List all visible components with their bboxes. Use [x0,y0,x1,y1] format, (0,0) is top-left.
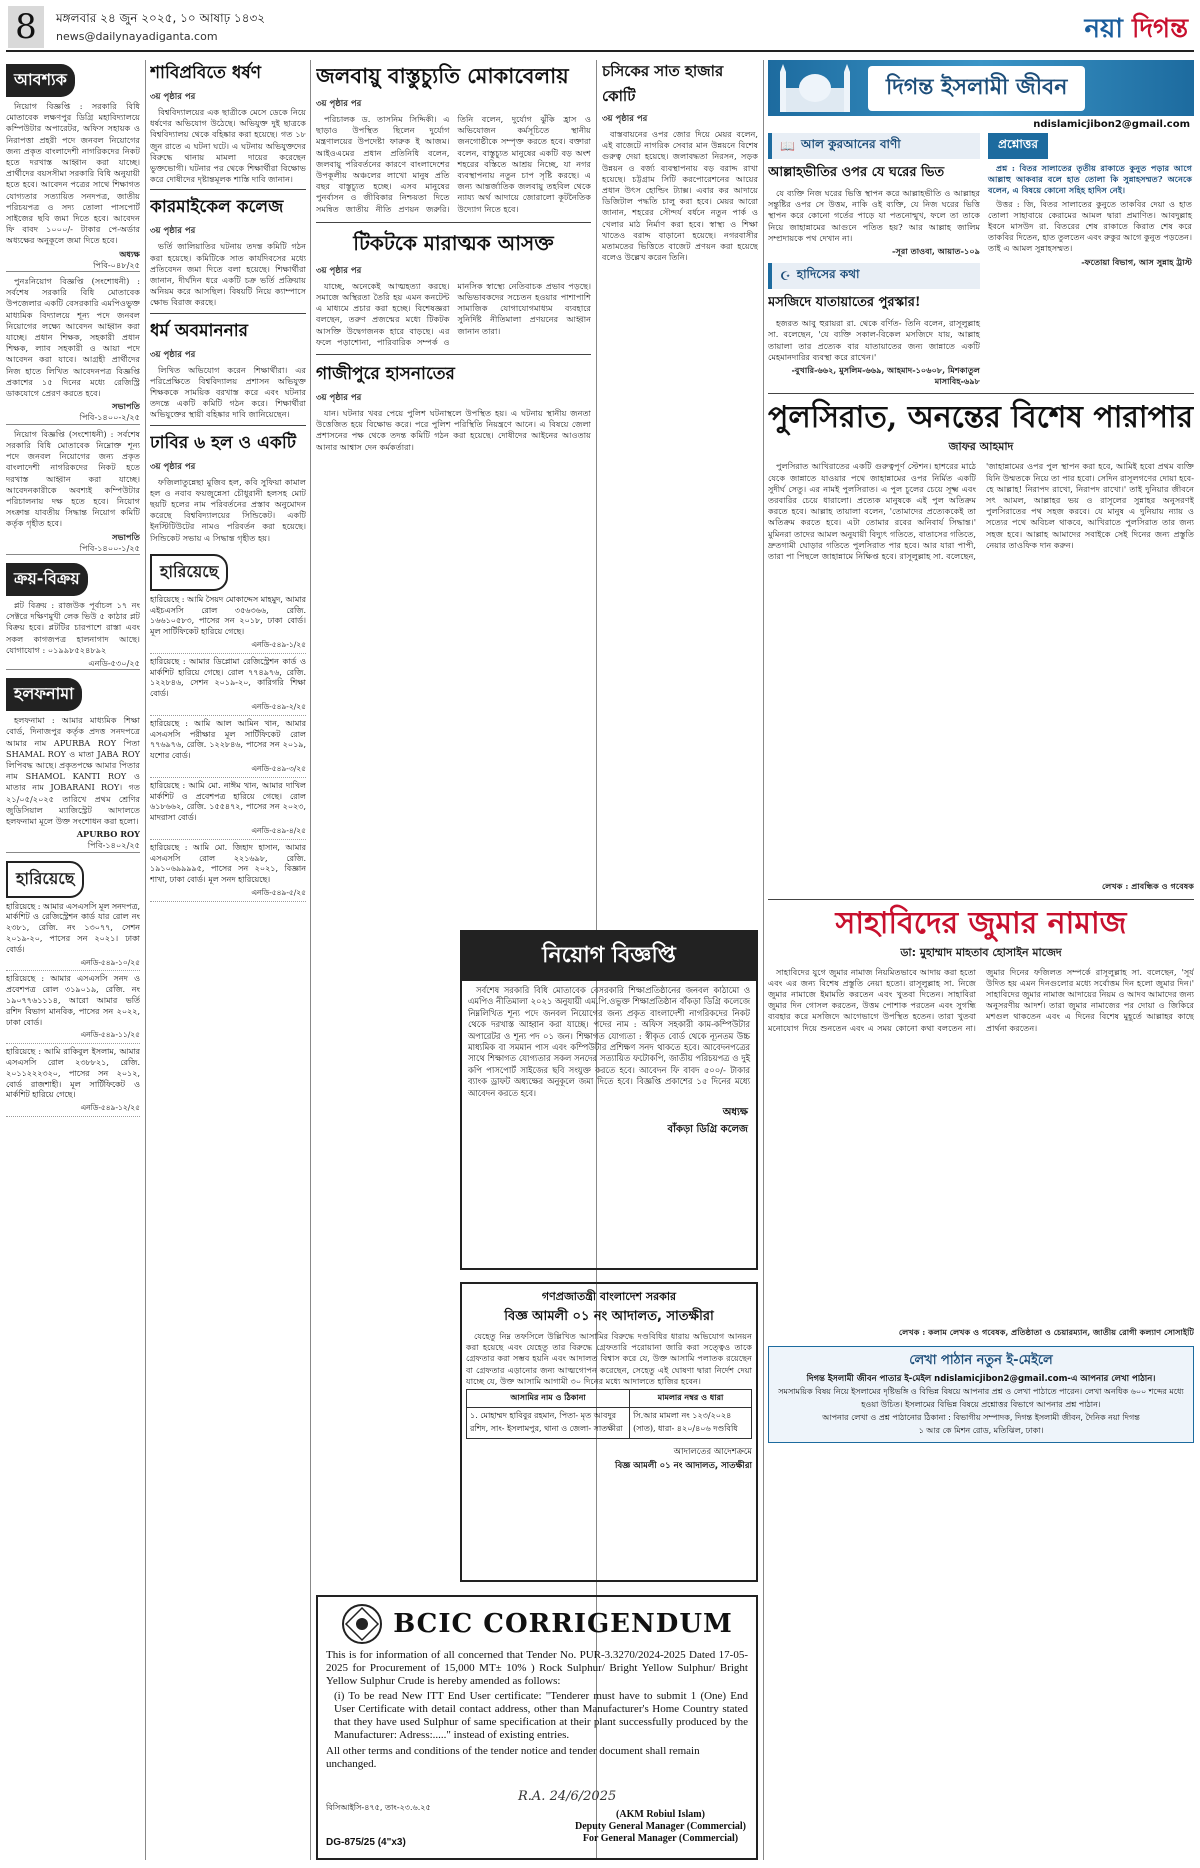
submission-footer [768,1346,1194,1443]
buysell-heading: ক্রয়-বিক্রয় [6,563,88,596]
bcic-signature: R.A. 24/6/2025 [518,1789,617,1804]
story-body: ফজিলাতুন্নেছা মুজিব হল, কবি সুফিয়া কামাল হল ও নবাব ফয়জুন্নেসা চৌধুরানী হলসহ মোট ছয়টি হলের নাম পরিবর্তনের প্রস্তাব অনুমোদন করেছে বিশ্ববিদ্যালয়ের সিন্ডিকেট। একটি ইনস্টিটিউটের নামও পরিবর্তন করা হয়েছে। সিন্ডিকেট সভায় এ সিদ্ধান্ত গৃহীত হয়। [150,476,306,543]
court-table [466,1389,752,1439]
table-cell: ১. মোহাম্মদ হাবিবুর রহমান, পিতা- মৃত আবদুর রশিদ, সাং- ইসলামপুর, থানা ও জেলা- সাতক্ষীরা [467,1408,630,1439]
mosque-icon [776,64,854,112]
masthead [6,4,1194,52]
lost-heading: হারিয়েছে [150,554,228,591]
ad-2-sign: সভাপতি [112,401,140,412]
buysell-code: এনডি-৫৩০/২৫ [6,658,140,670]
qna-tag: প্রশ্নোত্তর [988,133,1048,159]
lost-item: হারিয়েছে : আমি রাকিবুল ইসলাম, আমার এসএসসি রোল ২৩৮৮২১, রেজি. ২০১১২২২৩২০, পাসের সন ২০১২, বোর্ড রাজশাহী। মূল সার্টিফিকেট ও মার্কশিট হারিয়ে গেছে। [6,1047,140,1100]
lost-item-code: এনডি-৫৪৯-১১/২৫ [6,1030,140,1044]
ad-notice-3: নিয়োগ বিজ্ঞপ্তি (সংশোধনী) : সর্বশেষ সরকারি বিধি মোতাবেক নিম্নোক্ত শূন্য পদে জনবল নিয়োগের জন্য প্রকৃত বাংলাদেশী নাগরিকদের নিকট হতে দরখাস্ত আহ্বান করা যাচ্ছে। আবেদনকারীকে অবশ্যই কম্পিউটার পরিচালনায় দক্ষ হতে হবে। নিয়োগ সংক্রান্ত যাবতীয় সিদ্ধান্ত নিয়োগ কমিটি কর্তৃক গৃহীত হবে। [6,428,140,529]
ad-2-code: পিবি-১৪০০-২/২৫ [6,412,140,424]
divider [316,222,591,223]
lost-item-code: এনডি-৫৪৯-১/২৫ [150,640,306,654]
hadith-body: হজরত আবু হুরায়রা রা. থেকে বর্ণিত- তিনি বলেন, রাসূলুল্লাহ সা. বলেছেন, 'যে ব্যক্তি সকাল-বিকেল মসজিদে যায়, আল্লাহ তায়ালা তার প্রত্যেক বার যাতায়াতের জন্য জান্নাতে একটি মেহমানদারির ব্যবস্থা করে রাখেন।' [768,318,980,362]
islamic-title: দিগন্ত ইসলামী জীবন [868,66,1085,111]
column-divider [763,60,764,1860]
news-column-4 [602,60,758,760]
qna-answer: উত্তর : জি, বিতর সালাতের কুনুতে তাকবির দেয়া ও হাত তোলা সাহাবায়ে কেরামের আমল দ্বারা প্রমাণিত। আবদুল্লাহ ইবনে মাসউদ রা. বিতরের শেষ রাকাতে কিরাত শেষ করে তাকবির দিতেন, হাত তুলতেন এবং রুকুর আগে কুনুত পড়তেন। তাই এ আমল সুন্নাহসম্মত। [988,198,1192,254]
story-title: চসিকের সাত হাজার কোটি [602,62,724,105]
lost-item: হারিয়েছে : আমি আল আমিন খান, আমার এসএসসি পরীক্ষার মূল সার্টিফিকেট রোল ৭৭৬৯৭৬, রেজি. ১২২৮৪৬, পাসের সন ২০১৯, যশোর বোর্ড। [150,718,306,761]
table-header: মামলার নম্বর ও ধারা [630,1390,752,1408]
continued-label: ৩য় পৃষ্ঠার পর [150,92,196,102]
ad-notice-1: নিয়োগ বিজ্ঞপ্তি : সরকারি বিধি মোতাবেক লক্ষণপুর ডিগ্রি মহাবিদ্যালয়ে কম্পিউটার অপারেটর, অফিস সহায়ক ও নিরাপত্তা প্রহরী পদে জনবল নিয়োগের জন্য প্রকৃত বাংলাদেশী নাগরিকদের নিকট হতে দরখাস্ত আহ্বান করা যাচ্ছে। প্রার্থীদের বয়সসীমা সরকারি বিধি অনুযায়ী হতে হবে। আবেদন পত্রের সাথে শিক্ষাগত যোগ্যতার সত্যায়িত সনদপত্র, জাতীয় পরিচয়পত্র ও সদ্য তোলা পাসপোর্ট সাইজের ছবি জমা দিতে হবে। আবেদন ফি বাবদ ১০০০/- টাকার পে-অর্ডার অধ্যক্ষের অনুকূলে জমা দিতে হবে। [6,101,140,246]
story-body: ভর্তি জালিয়াতির ঘটনায় তদন্ত কমিটি গঠন করা হয়েছে। কমিটিকে সাত কার্যদিবসের মধ্যে প্রতিবেদন জমা দিতে বলা হয়েছে। শিক্ষার্থীরা জানান, দীর্ঘদিন ধরে একটি চক্র ভর্তি প্রক্রিয়ায় অনিয়ম করে আসছিল। বিষয়টি নিয়ে ক্যাম্পাসে ক্ষোভ বিরাজ করছে। [150,241,306,308]
story-body: লিখিত অভিযোগ করেন শিক্ষার্থীরা। এর পরিপ্রেক্ষিতে বিশ্ববিদ্যালয় প্রশাসন অভিযুক্ত শিক্ষককে সাময়িক বরখাস্ত করে এবং ঘটনার তদন্তে একটি কমিটি গঠন করে। শিক্ষার্থীরা অভিযুক্তের স্থায়ী বহিষ্কার দাবি জানিয়েছেন। [150,364,306,420]
feature-2-author: লেখক : কলাম লেখক ও গবেষক, প্রতিষ্ঠাতা ও চেয়ারম্যান, জাতীয় রোগী কল্যাণ সোসাইটি [898,1326,1194,1337]
ad-1-code: পিবি-০৪৮/২৫ [6,260,140,272]
divider [150,189,306,190]
ad-1-sign: অধ্যক্ষ [119,248,140,259]
notice-title: নিয়োগ বিজ্ঞপ্তি [462,932,756,981]
crescent-icon: ☪ [780,269,791,284]
lost-item-code: এনডি-৫৪৯-১০/২৫ [6,958,140,972]
islamic-email: ndislamicjibon2@gmail.com [1033,119,1190,130]
court-sign: আদালতের আদেশক্রমে [673,1447,752,1458]
lost-item: হারিয়েছে : আমি মো. নাঈম খান, আমার দাখিল মার্কশিট ও প্রবেশপত্র হারিয়ে গেছে। রোল ৬১৮৬৬২, রেজি. ১৫৫৪৭২, পাসের সন ২০২৩, মাদরাসা বোর্ড। [150,780,306,823]
quran-title: আল্লাহভীতির ওপর যে ঘরের ভিত [768,165,945,180]
islamic-banner [768,60,1194,116]
lost-item: হারিয়েছে : আমার ডিপ্লোমা রেজিস্ট্রেশন কার্ড ও মার্কশিট হারিয়ে গেছে। রোল ৭৭৪৯৭৬, রেজি. ১২২৮৪৬, সেশন ২০১৯-২০, কারিগরি শিক্ষা বোর্ড। [150,656,306,699]
story-title: কারমাইকেল কলেজ [150,197,284,218]
bcic-footer: All other terms and conditions of the tender notice and tender document shall remain unchanged. [326,1745,700,1770]
court-head-2: বিজ্ঞ আমলী ০১ নং আদালত, সাতক্ষীরা [504,1309,714,1324]
continued-label: ৩য় পৃষ্ঠার পর [150,226,196,237]
story-body: যাচ্ছে, অনেকেই আত্মহত্যা করছে। সমাজে অস্থিরতা তৈরি হয় এমন কনটেন্ট এ মাধ্যমে প্রচার করা হচ্ছে। বিশেষজ্ঞরা বলছেন, তরুণ প্রজন্মের মধ্যে টিকটক আসক্তি উদ্বেগজনক হারে বাড়ছে। এর ফলে পড়াশোনা, পারিবারিক সম্পর্ক ও মানসিক স্বাস্থ্যে নেতিবাচক প্রভাব পড়ছে। অভিভাবকদের সচেতন হওয়ার পাশাপাশি সামাজিক যোগাযোগমাধ্যম ব্যবহারে সুনির্দিষ্ট নীতিমালা প্রণয়নের আহ্বান জানান তারা। [316,280,591,347]
feature-2-title: সাহাবিদের জুমার নামাজ [835,905,1127,941]
lost-item-code: এনডি-৫৪৯-২/২৫ [150,702,306,716]
ad-notice-2: পুনঃনিয়োগ বিজ্ঞপ্তি (সংশোধনী) : সর্বশেষ সরকারি বিধি মোতাবেক উপজেলার একটি বেসরকারি এমপিওভুক্ত মাধ্যমিক বিদ্যালয়ে শূন্য পদে জনবল নিয়োগের লক্ষ্যে আবেদন আহ্বান করা যাচ্ছে। প্রধান শিক্ষক, সহকারী প্রধান শিক্ষক, ল্যাব সহকারী ও আয়া পদে আবেদন করা যাবে। আগ্রহী প্রার্থীদের নিজ হাতে লিখিত আবেদনপত্র বিজ্ঞপ্তি প্রকাশের ১৫ দিনের মধ্যে রেজিস্ট্রি ডাকযোগে প্রেরণ করতে হবে। [6,276,140,399]
lost-item-code: এনডি-৫৪৯-১২/২৫ [6,1103,140,1117]
footer-line: আপনার লেখা ও প্রশ্ন পাঠানোর ঠিকানা : বিভাগীয় সম্পাদক, দিগন্ত ইসলামী জীবন, দৈনিক নয়া দিগন্ত [822,1412,1140,1422]
feature-1-author: লেখক : প্রাবন্ধিক ও গবেষক [1101,881,1194,892]
bcic-title: BCIC CORRIGENDUM [393,1609,733,1639]
story-title: গাজীপুরে হাসনাতের [316,364,455,385]
lost-list [150,595,306,902]
affidavit-ad: হলফনামা : আমার মাধ্যমিক শিক্ষা বোর্ড, দিনাজপুর কর্তৃক প্রদত্ত সনদপত্রে আমার নাম APURBA ROY পিতা SHAMAL ROY ও মাতা JABA ROY লিপিবদ্ধ আছে। প্রকৃতপক্ষে আমার পিতার নাম SHAMOL KANTI ROY ও মাতার নাম JOBARANI ROY। গত ২১/০৫/২০২৫ তারিখে প্রথম শ্রেণির জুডিসিয়াল ম্যাজিস্ট্রেট আদালতে হলফনামা মূলে উক্ত সংশোধন করা হলো। [6,715,140,826]
bcic-body: This is for information of all concerned that Tender No. PUR-3.3270/2024-2025 Dated 17-05-2025 for Procurement of 15,000 MT± 10% ) Rock Sulphur/ Bright Yellow Sulphur/ Bright Yellow Sulphur Crude is hereby amended as follows: [326,1649,748,1687]
footer-line: ১ আর কে মিশন রোড, মতিঝিল, ঢাকা। [918,1425,1044,1435]
court-sign-2: বিজ্ঞ আমলী ০১ নং আদালত, সাতক্ষীরা [615,1461,752,1472]
court-notice [460,1282,758,1582]
story-title: ধর্ম অবমাননার [150,320,249,341]
court-body: যেহেতু নিম্ন তফসিলে উল্লিখিত আসামির বিরুদ্ধে দণ্ডবিধির ধারায় অভিযোগ আনয়ন করা হয়েছে এবং যেহেতু তার বিরুদ্ধে গ্রেফতারি পরোয়ানা জারি করা সত্ত্বেও তাকে গ্রেফতার করা সম্ভব হয়নি এবং আদালত বিশ্বাস করে যে, উক্ত আসামি পলাতক রয়েছেন বা গ্রেফতার এড়ানোর জন্য আত্মগোপন করেছেন, সেহেতু এই ঘোষণা দ্বারা নির্দেশ দেয়া যাচ্ছে যে, উক্ত আসামি আগামী ৩০ দিনের মধ্যে আদালতে হাজির হবেন। [466,1331,752,1386]
ad-3-code: পিবি-১৪০০-১/২৫ [6,543,140,555]
court-head-1: গণপ্রজাতন্ত্রী বাংলাদেশ সরকার [541,1290,677,1303]
continued-label: ৩য় পৃষ্ঠার পর [316,99,362,109]
issue-date: মঙ্গলবার ২৪ জুন ২০২৫, ১০ আষাঢ় ১৪৩২ [56,11,266,25]
lost-item-code: এনডি-৫৪৯-৫/২৫ [150,888,306,902]
qna-block [988,133,1192,387]
bcic-logo-icon [341,1603,383,1645]
quran-ref: -সূরা তাওবা, আয়াত-১০৯ [892,246,980,257]
qna-question: প্রশ্ন : বিতর সালাতের তৃতীয় রাকাতে কুনুত পড়ার আগে আল্লাহু আকবার বলে হাত তোলা কি সুন্নাহসম্মত? অনেকে বলেন, এ বিষয়ে কোনো সহিহ হাদিস নেই। [988,163,1192,196]
table-cell: সি.আর মামলা নং ১২৩/২০২৪ (সাত), ধারা- ৪২০/৪০৬ দণ্ডবিধি [630,1408,752,1439]
bcic-signatory: (AKM Robiul Islam) Deputy General Manager (Commercial) For General Manager (Commercial) [575,1809,746,1844]
story-title: শাবিপ্রবিতে ধর্ষণ [150,63,262,83]
islamic-section [768,60,1194,1860]
quran-tag: 📖 আল কুরআনের বাণী [768,133,980,159]
continued-label: ৩য় পৃষ্ঠার পর [316,265,362,276]
lost-item: হারিয়েছে : আমি মো. জিহাদ হাসান, আমার এসএসসি রোল ২২১৬৯৮, রেজি. ১৯১০৬৯৯৯৯৫, পাসের সন ২০২১, বিজ্ঞান শাখা, ঢাকা বোর্ড। মূল সনদ হারিয়েছে। [150,842,306,885]
hadith-ref: -বুখারি-৬৬২, মুসলিম-৬৬৯, আহমাদ-১০৬০৮, মিশকাতুল মাসাবিহ-৬৯৮ [791,365,980,387]
story-body: পরিচালক ড. তাসনিম সিদ্দিকী। এ ছাড়াও উপস্থিত ছিলেন দুর্যোগ মন্ত্রণালয়ের উপদেষ্টা ফারুক ই আজম। আইওএমের প্রধান প্রতিনিধি বলেন, জলবায়ু পরিবর্তনের কারণে বাংলাদেশের উপকূলীয় অঞ্চলের লাখো মানুষ প্রতি বছর বাস্তুচ্যুত হচ্ছে। এসব মানুষের পুনর্বাসন ও জীবিকার নিশ্চয়তা দিতে সমন্বিত জাতীয় নীতি প্রণয়ন জরুরি। তিনি বলেন, দুর্যোগ ঝুঁকি হ্রাস ও অভিযোজন কর্মসূচিতে স্থানীয় জনগোষ্ঠীকে সম্পৃক্ত করতে হবে। বক্তারা বলেন, বাস্তুচ্যুত মানুষের একটি বড় অংশ শহরের বস্তিতে আশ্রয় নিচ্ছে, যা নগর ব্যবস্থাপনায় নতুন চাপ সৃষ্টি করছে। এ জন্য আন্তর্জাতিক জলবায়ু তহবিল থেকে ন্যায্য অর্থ আদায়ে জোরালো কূটনৈতিক উদ্যোগ নিতে হবে। [316,114,591,214]
feature-2-byline: ডা: মুহাম্মাদ মাহতাব হোসাইন মাজেদ [900,945,1062,959]
affidavit-sign: APURBO ROY [76,829,140,840]
recruitment-notice [460,930,758,1270]
bcic-code: বিসিআইসি-৪৭৫, তাং-২৩.৬.২৫ [326,1803,431,1812]
feature-1-byline: জাফর আহমাদ [948,440,1014,454]
story-title: ঢাবির ৬ হল ও একটি [150,432,297,453]
lost-heading: হারিয়েছে [6,861,84,898]
story-body: বিশ্ববিদ্যালয়ের এক ছাত্রীকে মেসে ডেকে নিয়ে ধর্ষণের অভিযোগ উঠেছে। অভিযুক্ত দুই ছাত্রকে বিশ্ববিদ্যালয় থেকে বহিষ্কার করা হয়েছে। গত ১৮ জুন রাতে এ ঘটনা ঘটে। এ ঘটনায় অভিযুক্তদের বিরুদ্ধে থানায় মামলা দায়ের করেছেন ভুক্তভোগী। ঘটনার পর থেকে শিক্ষার্থীরা বিক্ষোভ করে দোষীদের দৃষ্টান্তমূলক শাস্তি দাবি জানান। [150,107,306,185]
lost-item-code: এনডি-৫৪৯-৪/২৫ [150,826,306,840]
newspaper-logo: নয়া দিগন্ত [1084,14,1188,44]
footer-line: দিগন্ত ইসলামী জীবন পাতার ই-মেইল ndislamicjibon2@gmail.com-এ আপনার লেখা পাঠান। [806,1373,1156,1384]
lost-item: হারিয়েছে : আমার এসএসসি সনদ ও প্রবেশপত্র রোল ৩১৯০১৯, রেজি. নং ১৯০৭৭৬১১১৪, আরো আমার ভর্তি রশিদ বিভাগ মানবিক, পাসের সন ২০২২, ঢাকা বোর্ড। [6,974,140,1027]
feature-2-body: সাহাবিদের যুগে জুমার নামাজ নিয়মিতভাবে আদায় করা হতো এবং এর জন্য বিশেষ প্রস্তুতি নেয়া হতো। রাসূলুল্লাহ সা. নিজে জুমার নামাজে ইমামতি করতেন এবং খুতবা দিতেন। সাহাবিরা জুমার দিন গোসল করতেন, উত্তম পোশাক পরতেন এবং সুগন্ধি ব্যবহার করে মসজিদে আগেভাগে উপস্থিত হতেন। তারা খুতবা মনোযোগ দিয়ে শুনতেন এবং এ সময় কোনো কথা বলতেন না। জুমার দিনের ফজিলত সম্পর্কে রাসূলুল্লাহ সা. বলেছেন, 'সূর্য উদিত হয় এমন দিনগুলোর মধ্যে সর্বোত্তম দিন হলো জুমার দিন।' সাহাবিদের জুমার নামাজ আদায়ের নিয়ম ও আদব আমাদের জন্য অনুসরণীয় আদর্শ। তারা জুমার নামাজের পর দোয়া ও জিকিরে মশগুল থাকতেন এবং এ দিনের বিশেষ মুহূর্তে আল্লাহর কাছে প্রার্থনা করতেন। [768,966,1194,1033]
divider [150,313,306,314]
feature-1-body: পুলসিরাত আখিরাতের একটি গুরুত্বপূর্ণ স্টেশন। হাশরের মাঠে যেকে জান্নাতে যাওয়ার পথে জাহান্নামের ওপর নির্মিত একটি সুদীর্ঘ সেতু। এর নামই পুলসিরাত। এ পুল চুলের চেয়ে সূক্ষ্ম এবং তরবারির চেয়ে ধারালো। প্রত্যেক মানুষকে এই পুল অতিক্রম করতে হবে। আল্লাহ তায়ালা বলেন, 'তোমাদের প্রত্যেককেই তা অতিক্রম করতে হবে। এটা তোমার রবের অনিবার্য সিদ্ধান্ত।' মুমিনরা তাদের আমল অনুযায়ী বিদ্যুৎ গতিতে, বাতাসের গতিতে, দ্রুতগামী ঘোড়ার গতিতে পুলসিরাত পার হবে। আর যারা পাপী, তারা পা পিছলে জাহান্নামে নিক্ষিপ্ত হবে। রাসূলুল্লাহ সা. বলেছেন, 'জাহান্নামের ওপর পুল স্থাপন করা হবে, আমিই হবো প্রথম ব্যক্তি যিনি উম্মতকে নিয়ে তা পার হবো। সেদিন রাসূলগণের দোয়া হবে- হে আল্লাহ! নিরাপদ রাখো, নিরাপদ রাখো।' তাই দুনিয়ার জীবনে সৎ আমল, আল্লাহর ভয় ও রাসূলের সুন্নাহর অনুসরণই পুলসিরাতের পথ সহজ করবে। যে মানুষ এ দুনিয়ায় ন্যায় ও সত্যের পথে অবিচল থাকবে, আখিরাতে পুলসিরাত তার জন্য সহজ হবে। আল্লাহ আমাদের সবাইকে সেই দিনের জন্য প্রস্তুতি নেয়ার তাওফিক দান করুন। [768,461,1194,562]
hadith-tag: ☪ হাদিসের কথা [768,263,980,289]
page-number: 8 [8,6,44,48]
news-column-2 [150,60,306,1860]
column-divider [310,60,311,1860]
notice-body: সর্বশেষ সরকারি বিধি মোতাবেক বেসরকারি শিক্ষাপ্রতিষ্ঠানের জনবল কাঠামো ও এমপিও নীতিমালা ২০২১ অনুযায়ী এম.পি.ওভুক্ত শিক্ষাপ্রতিষ্ঠান বাঁকড়া ডিগ্রি কলেজে নিম্নলিখিত শূন্য পদে জনবল নিয়োগের জন্য প্রকৃত বাংলাদেশী নাগরিকদের নিকট থেকে দরখাস্ত আহ্বান করা যাচ্ছে। পদের নাম : অফিস সহকারী কাম-কম্পিউটার অপারেটর ও শূন্য পদ ০১ জন। শিক্ষাগত যোগ্যতা : স্বীকৃত বোর্ড থেকে ন্যূনতম উচ্চ মাধ্যমিক বা সমমান পাস এবং কম্পিউটার প্রশিক্ষণ সনদ থাকতে হবে। আবেদনপত্রের সাথে শিক্ষাগত যোগ্যতার সকল সনদের সত্যায়িত ফটোকপি, জাতীয় পরিচয়পত্র ও দুই কপি পাসপোর্ট সাইজের ছবি সংযুক্ত করতে হবে। আবেদন ফি বাবদ ৫০০/- টাকার ব্যাংক ড্রাফট অধ্যক্ষের অনুকূলে জমা দিতে হবে। বিজ্ঞপ্তি প্রকাশের ১৫ দিনের মধ্যে আবেদন করতে হবে। [468,985,750,1098]
divider [768,393,1194,394]
bcic-corrigendum [316,1595,758,1860]
classifieds-heading: আবশ্যক [6,64,75,97]
notice-college: বাঁকড়া ডিগ্রি কলেজ [667,1124,748,1136]
lost-item-code: এনডি-৫৪৯-৩/২৫ [150,764,306,778]
continued-label: ৩য় পৃষ্ঠার পর [150,461,196,472]
column-divider [145,60,146,1860]
bcic-item: (i) To be read New ITT End User certificate: "Tenderer must have to submit 1 (One) End User Certificate with detail contact address, other than Manufacturer's Home Country stated that they have used Sulphur of same specification at their plant successfully produced by the Manufacturer: Adress:....." instead of existing entries. [334,1690,748,1741]
footer-title: লেখা পাঠান নতুন ই-মেইলে [909,1352,1053,1368]
islamic-top-row [768,133,1194,387]
story-body: বাস্তবায়নের ওপর জোর দিয়ে মেয়র বলেন, এই বাজেটে নাগরিক সেবার মান উন্নয়নে বিশেষ গুরুত্ব দেয়া হয়েছে। জলাবদ্ধতা নিরসন, সড়ক উন্নয়ন ও বর্জ্য ব্যবস্থাপনায় বড় বরাদ্দ রাখা হয়েছে। চট্টগ্রাম সিটি করপোরেশনের আয়ের প্রধান উৎস হোল্ডিং ট্যাক্স। এবার কর আদায়ে ডিজিটাল পদ্ধতি চালু করা হবে। মেয়র আরো জানান, শহরের সৌন্দর্য বর্ধনে নতুন পার্ক ও খেলার মাঠ নির্মাণ করা হবে। স্বাস্থ্য ও শিক্ষা খাতেও বরাদ্দ বাড়ানো হয়েছে। নগরবাসীর মতামতের ভিত্তিতে বাজেট প্রণয়ন করা হয়েছে বলেও উল্লেখ করেন তিনি। [602,129,758,263]
continued-label: ৩য় পৃষ্ঠার পর [150,349,196,360]
ad-3-sign: সভাপতি [112,531,140,542]
classifieds-column [6,60,140,1860]
book-icon: 📖 [780,139,795,153]
buysell-ad: প্লট বিক্রয় : রাজউক পূর্বাচল ১৭ নং সেক্টরে দক্ষিণমুখী লেক ভিউ ৫ কাঠার প্লট বিক্রয় হবে। প্লটটির চারপাশে রাস্তা এবং সকল কাগজপত্র হালনাগাদ আছে। যোগাযোগ : ০১৯৯৮৫২৪৮৯২ [6,599,140,655]
affidavit-code: পিবি-১৪০২/২৫ [6,840,140,852]
divider [150,425,306,426]
affidavit-heading: হলফনামা [6,678,82,711]
continued-label: ৩য় পৃষ্ঠার পর [316,393,362,404]
quran-hadith-block [768,133,980,387]
news-email: news@dailynayadiganta.com [56,30,218,43]
lost-list [6,902,140,1117]
footer-line: সমসাময়িক বিষয় নিয়ে ইসলামের দৃষ্টিভঙ্গি ও বিভিন্ন বিষয়ে আপনার প্রশ্ন ও লেখা পাঠাতে পারেন। লেখা অনধিক ৬০০ শব্দের মধ্যে হওয়া উচিত। ইসলামের বিভিন্ন বিষয়ে প্রশ্নোত্তর বিভাগে আপনার প্রশ্ন পাঠান। [778,1386,1184,1409]
story-body: যান। ঘটনার খবর পেয়ে পুলিশ ঘটনাস্থলে উপস্থিত হয়। এ ঘটনায় স্থানীয় জনতা উত্তেজিত হয়ে বিক্ষোভ করে। পরে পুলিশ পরিস্থিতি নিয়ন্ত্রণে আনে। এ বিষয়ে জেলা প্রশাসনের পক্ষ থেকে তদন্ত কমিটি গঠন করা হয়েছে। দোষীদের আইনের আওতায় আনার আশ্বাস দেন কর্মকর্তারা। [316,408,591,452]
notice-sign: অধ্যক্ষ [722,1107,748,1119]
divider [316,354,591,355]
continued-label: ৩য় পৃষ্ঠার পর [602,114,648,124]
bcic-dg: DG-875/25 (4"x3) [326,1837,406,1848]
quran-body: যে ব্যক্তি নিজ ঘরের ভিত্তি স্থাপন করে আল্লাহভীতি ও আল্লাহর সন্তুষ্টির ওপর সে উত্তম, নাকি ওই ব্যক্তি, যে নিজ ঘরের ভিত্তি স্থাপন করে কোনো গর্তের পাড়ে যা পতনোন্মুখ, ফলে তা তাকে নিয়ে জাহান্নামের আগুনে পতিত হয়? আর আল্লাহ জালিম সম্প্রদায়কে পথ দেখান না। [768,188,980,243]
qna-ref: -ফতোয়া বিভাগ, আস সুন্নাহ ট্রাস্ট [1081,256,1192,267]
divider [768,899,1194,900]
feature-1-title: পুলসিরাত, অনন্তের বিশেষ পারাপার [768,400,1194,436]
table-header: আসামির নাম ও ঠিকানা [467,1390,630,1408]
story-title: জলবায়ু বাস্তুচ্যুতি মোকাবেলায় [316,63,569,88]
hadith-title: মসজিদে যাতায়াতের পুরস্কার! [768,295,921,311]
lost-item: হারিয়েছে : আমার এসএসসি মূল সনদপত্র, মার্কশিট ও রেজিস্ট্রেশন কার্ড যার রোল নং ২৩৮১, রেজি. নং ১৩০৭৭, সেশন ২০১৯-২০, পাসের সন ২০২১। ঢাকা বোর্ড। [6,901,140,954]
lost-item: হারিয়েছে : আমি সৈয়দ মোকাদ্দেস মাহমুদ, আমার এইচএসসি রোল ৩৫৬৩৬৬, রেজি. ১৬৬১০৫৮৩, পাসের সন ২০১৮, ঢাকা বোর্ড। মূল সার্টিফিকেট হারিয়ে গেছে। [150,594,306,637]
story-title: টিকটকে মারাত্মক আসক্ত [353,230,554,255]
